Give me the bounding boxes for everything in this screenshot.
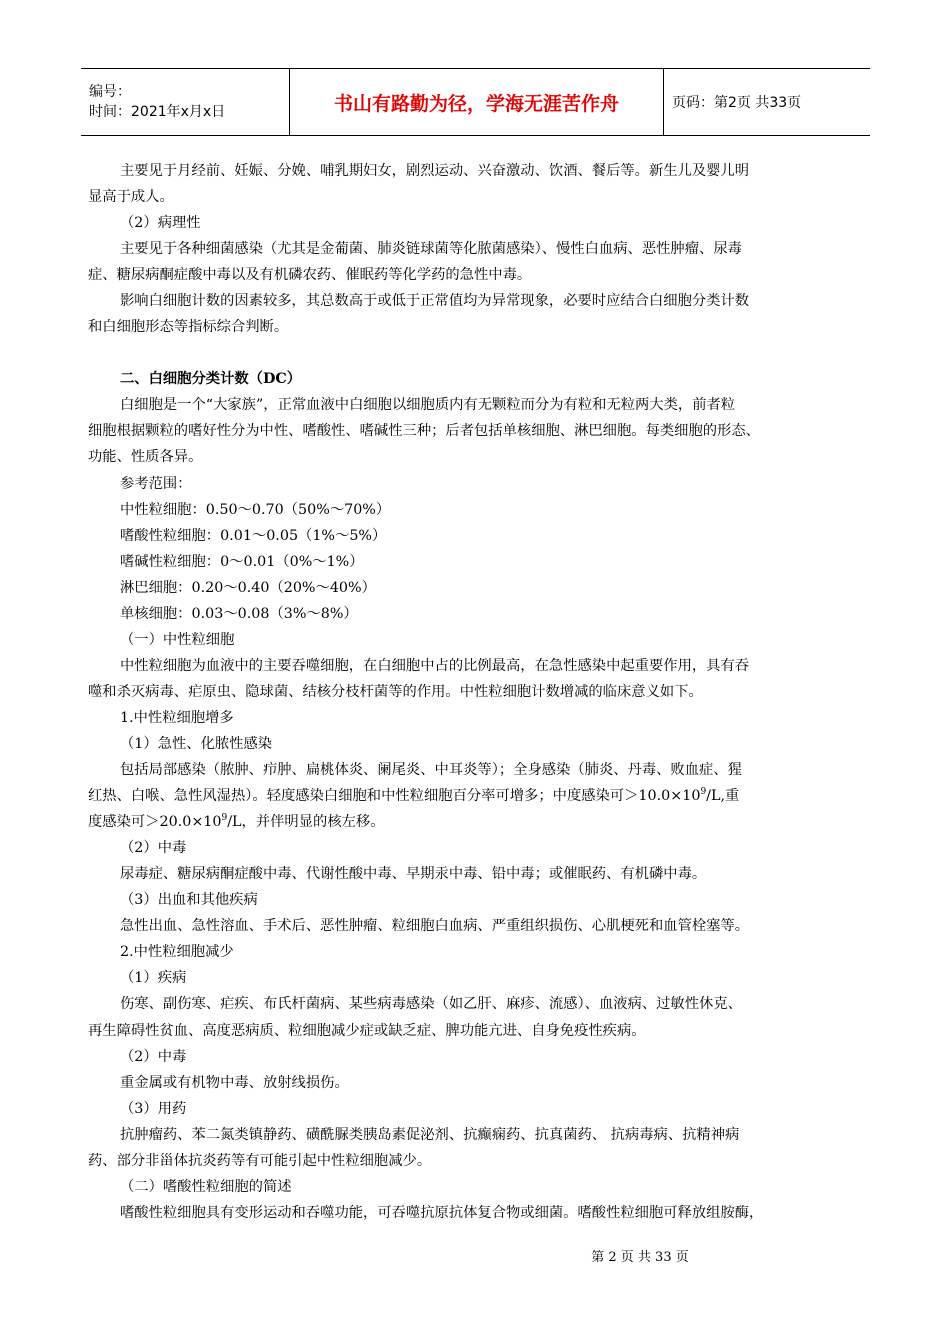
paragraph: 药、部分非甾体抗炎药等有可能引起中性粒细胞减少。 <box>88 1152 432 1169</box>
paragraph: 主要见于各种细菌感染（尤其是金葡菌、肺炎链球菌等化脓菌感染）、慢性白血病、恶性肿瘤、尿毒 <box>120 241 742 258</box>
paragraph: 细胞根据颗粒的嗜好性分为中性、嗜酸性、嗜碱性三种；后者包括单核细胞、淋巴细胞。每类细胞的形态、 <box>88 423 760 440</box>
text-run: /L,重 <box>706 788 740 805</box>
header-meta <box>81 69 290 136</box>
paragraph: 抗肿瘤药、苯二氮类镇静药、磺酰脲类胰岛素促泌剂、抗癫痫药、抗真菌药、 抗病毒病、抗精神病 <box>120 1126 740 1143</box>
header-page-info: 页码：第2页 共33页 <box>664 69 871 136</box>
subheading: （一）中性粒细胞 <box>120 631 235 648</box>
paragraph: 再生障碍性贫血、高度恶病质、粒细胞减少症或缺乏症、脾功能亢进、自身免疫性疾病。 <box>88 1022 646 1039</box>
section-heading: 二、白细胞分类计数（DC） <box>120 371 302 388</box>
subheading: （3）出血和其他疾病 <box>120 892 258 909</box>
paragraph <box>88 783 870 809</box>
subheading: （2）中毒 <box>120 1048 187 1065</box>
subheading: 2.中性粒细胞减少 <box>120 944 234 961</box>
reference-item: 单核细胞：0.03～0.08（3%～8%） <box>120 605 358 622</box>
reference-item: 中性粒细胞：0.50～0.70（50%～70%） <box>120 501 391 518</box>
subheading: 1.中性粒细胞增多 <box>120 709 234 726</box>
paragraph: 重金属或有机物中毒、放射线损伤。 <box>120 1074 349 1091</box>
paragraph: 影响白细胞计数的因素较多，其总数高于或低于正常值均为异常现象，必要时应结合白细胞分类计数 <box>120 293 750 310</box>
subheading: （1）疾病 <box>120 970 187 987</box>
subheading: （2）中毒 <box>120 840 187 857</box>
paragraph: 尿毒症、糖尿病酮症酸中毒、代谢性酸中毒、早期汞中毒、铅中毒；或催眠药、有机磷中毒。 <box>120 866 707 883</box>
paragraph: 和白细胞形态等指标综合判断。 <box>88 319 289 336</box>
paragraph: 急性出血、急性溶血、手术后、恶性肿瘤、粒细胞白血病、严重组织损伤、心肌梗死和血管栓塞等。 <box>120 918 750 935</box>
reference-item: 嗜酸性粒细胞：0.01～0.05（1%～5%） <box>120 527 387 544</box>
paragraph: 嗜酸性粒细胞具有变形运动和吞噬功能，可吞噬抗原抗体复合物或细菌。嗜酸性粒细胞可释放组胺酶， <box>120 1204 764 1221</box>
superscript: 9 <box>700 787 707 798</box>
paragraph: 中性粒细胞为血液中的主要吞噬细胞，在白细胞中占的比例最高，在急性感染中起重要作用，具有吞 <box>120 657 750 674</box>
superscript: 9 <box>221 813 228 824</box>
text-run: 红热、白喉、急性风湿热）。轻度感染白细胞和中性粒细胞百分率可增多；中度感染可＞10.0×10 <box>88 788 701 805</box>
paragraph: 功能、性质各异。 <box>88 449 203 466</box>
paragraph: 噬和杀灭病毒、疟原虫、隐球菌、结核分枝杆菌等的作用。中性粒细胞计数增减的临床意义如下。 <box>88 683 703 700</box>
subheading: （1）急性、化脓性感染 <box>120 735 273 752</box>
reference-item: 淋巴细胞：0.20～0.40（20%～40%） <box>120 579 376 596</box>
subheading: （2）病理性 <box>120 215 201 232</box>
page-footer: 第 2 页 共 33 页 <box>591 1250 689 1265</box>
text-run: /L，并伴明显的核左移。 <box>227 814 385 831</box>
text-run: 度感染可＞20.0×10 <box>88 814 222 831</box>
paragraph: 伤寒、副伤寒、疟疾、布氏杆菌病、某些病毒感染（如乙肝、麻疹、流感）、血液病、过敏性休克、 <box>120 996 742 1013</box>
document-date: 时间：2021年x月x日 <box>89 104 226 120</box>
page-header <box>81 68 870 136</box>
reference-title: 参考范围： <box>120 475 192 492</box>
document-body <box>88 158 870 1226</box>
subheading: （3）用药 <box>120 1100 187 1117</box>
paragraph: 主要见于月经前、妊娠、分娩、哺乳期妇女，剧烈运动、兴奋激动、饮酒、餐后等。新生儿及婴儿明 <box>120 163 750 179</box>
paragraph: 症、糖尿病酮症酸中毒以及有机磷农药、催眠药等化学药的急性中毒。 <box>88 267 532 284</box>
reference-item: 嗜碱性粒细胞：0～0.01（0%～1%） <box>120 553 364 570</box>
paragraph <box>88 809 870 835</box>
subheading: （二）嗜酸性粒细胞的简述 <box>120 1178 292 1195</box>
header-motto: 书山有路勤为径，学海无涯苦作舟 <box>290 69 664 136</box>
paragraph: 包括局部感染（脓肿、疖肿、扁桃体炎、阑尾炎、中耳炎等）；全身感染（肺炎、丹毒、败血症、猩 <box>120 762 742 779</box>
paragraph: 白细胞是一个“大家族”，正常血液中白细胞以细胞质内有无颗粒而分为有粒和无粒两大类，前者粒 <box>120 397 736 414</box>
paragraph: 显高于成人。 <box>88 189 174 206</box>
document-number: 编号： <box>89 84 131 100</box>
